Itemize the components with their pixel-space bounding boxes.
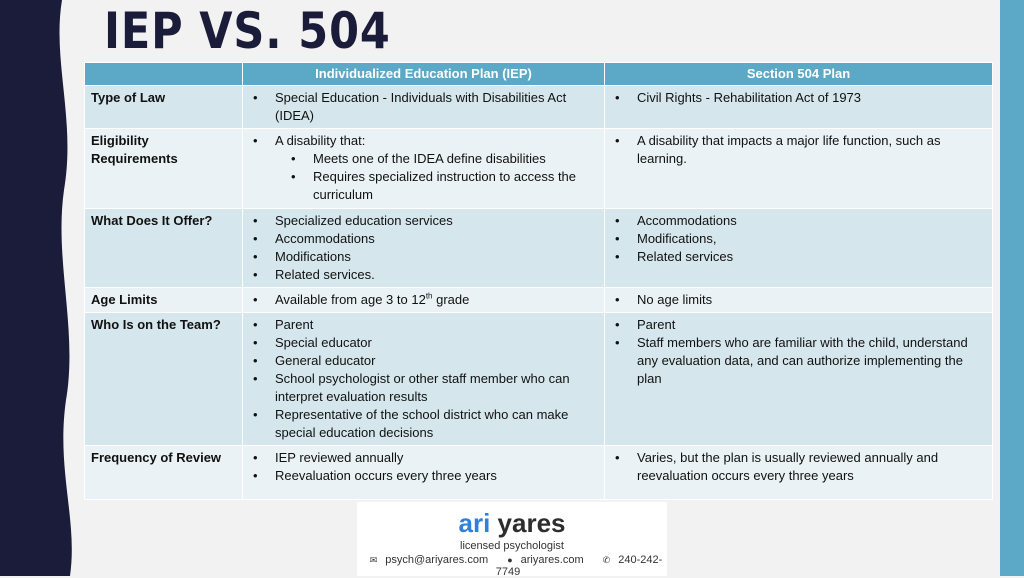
table-row [85,86,993,129]
list-item: • Modifications [275,248,598,266]
list-item: • Special educator [275,334,598,352]
iep-cell [243,129,605,209]
list-item: • IEP reviewed annually [275,449,598,467]
header-iep: Individualized Education Plan (IEP) [243,63,605,86]
age-text: Available from age 3 to 12 [275,292,426,307]
list-item: • School psychologist or other staff member who can interpret evaluation results [275,370,598,406]
brand-last: yares [490,508,566,538]
row-label: Frequency of Review [85,446,243,500]
row-label: What Does It Offer? [85,209,243,288]
list-item: • Related services. [275,266,598,284]
website-contact[interactable] [503,554,587,566]
decorative-left-band [0,0,80,576]
envelope-icon: ✉ [369,555,378,565]
row-label: Type of Law [85,86,243,129]
list-item [275,291,598,309]
contact-line [357,554,667,578]
list-item: • Related services [637,248,986,266]
list-item: • Varies, but the plan is usually reviewed annually and reevaluation occurs every three years [637,449,986,485]
sec504-cell [605,313,993,446]
brand-tagline: licensed psychologist [460,540,564,552]
table-row [85,209,993,288]
row-label: Eligibility Requirements [85,129,243,209]
list-item: • Reevaluation occurs every three years [275,467,598,485]
page-title: IEP VS. 504 [104,2,391,60]
table-header-row [85,63,993,86]
list-item: • Specialized education services [275,212,598,230]
brand-first: ari [458,508,491,538]
sec504-cell [605,446,993,500]
list-item: • General educator [275,352,598,370]
sub-list-item: • Requires specialized instruction to access the curriculum [313,168,598,204]
website-text: ariyares.com [520,554,584,566]
iep-cell [243,313,605,446]
list-item: • Parent [275,316,598,334]
globe-icon: ● [507,555,513,565]
list-item: • No age limits [637,291,986,309]
row-label: Age Limits [85,288,243,313]
sub-list-item: • Meets one of the IDEA define disabilities [313,150,598,168]
list-item: • Representative of the school district who can make special education decisions [275,406,598,442]
email-text: psych@ariyares.com [385,554,489,566]
brand-logo [357,508,667,538]
list-item-text: A disability that: [275,133,366,148]
iep-cell [243,446,605,500]
list-item: • Accommodations [275,230,598,248]
phone-icon: ✆ [602,555,611,565]
list-item: • Special Education - Individuals with Disabilities Act (IDEA) [275,89,598,125]
sec504-cell [605,86,993,129]
comparison-table [84,62,993,500]
list-item: • Parent [637,316,986,334]
footer-card [357,502,667,576]
sec504-cell [605,209,993,288]
decorative-right-band [1000,0,1024,576]
iep-cell [243,288,605,313]
header-504: Section 504 Plan [605,63,993,86]
sec504-cell [605,129,993,209]
age-text-end: grade [432,292,470,307]
phone-text: 240-242-7749 [495,554,663,578]
list-item: • Modifications, [637,230,986,248]
list-item: • Civil Rights - Rehabilitation Act of 1973 [637,89,986,107]
list-item: • A disability that impacts a major life function, such as learning. [637,132,986,168]
ordinal-suffix: th [425,291,433,301]
table-row [85,288,993,313]
iep-cell [243,209,605,288]
header-corner [85,63,243,86]
row-label: Who Is on the Team? [85,313,243,446]
list-item [275,132,598,204]
sec504-cell [605,288,993,313]
list-item: • Accommodations [637,212,986,230]
table-row [85,446,993,500]
table-row [85,313,993,446]
iep-cell [243,86,605,129]
email-contact[interactable] [366,554,492,566]
table-row [85,129,993,209]
list-item: • Staff members who are familiar with the child, understand any evaluation data, and can authorize implementing the plan [637,334,986,388]
